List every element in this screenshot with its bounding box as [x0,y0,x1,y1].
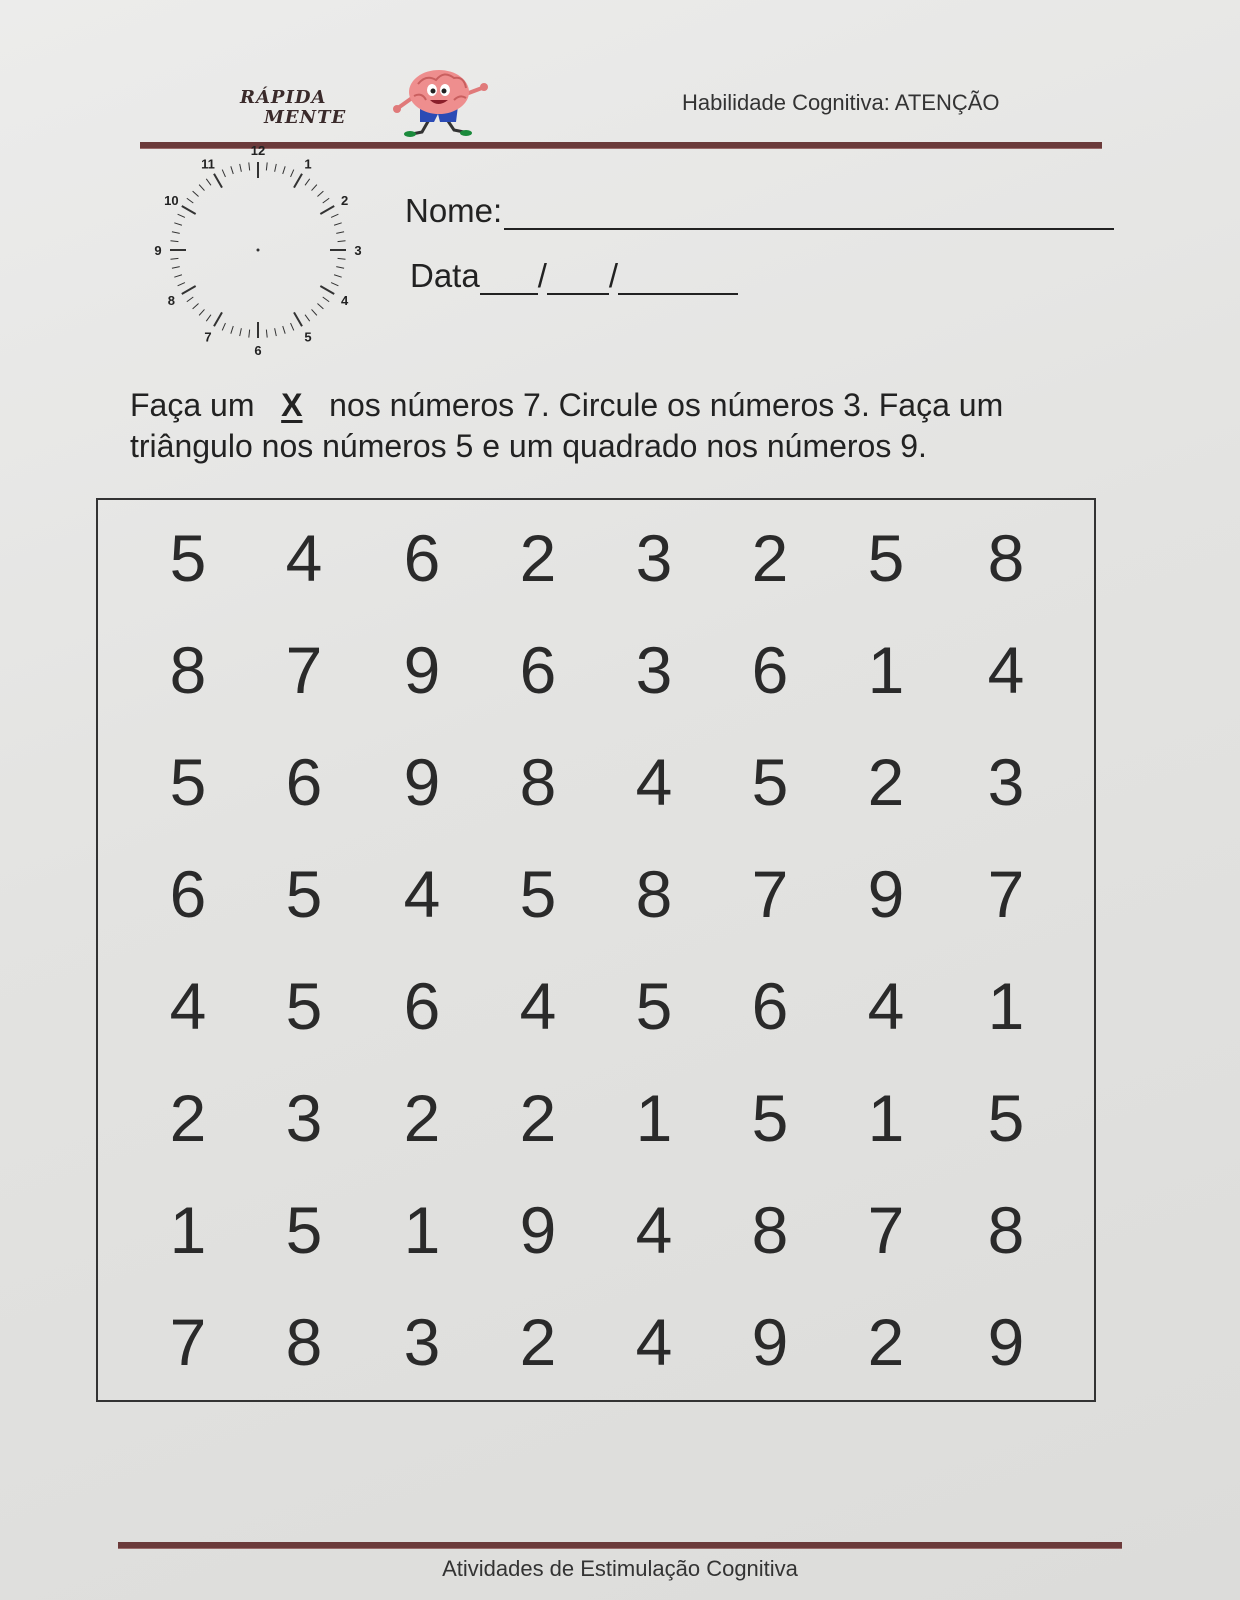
clock-minute-tick [172,267,180,269]
clock-minute-tick [334,275,342,277]
clock-hour-tick [294,174,302,188]
grid-digit[interactable]: 6 [403,521,441,595]
grid-digit[interactable]: 5 [751,1081,789,1155]
clock-minute-tick [317,304,323,309]
grid-digit[interactable]: 8 [987,521,1025,595]
grid-digit[interactable]: 1 [867,633,905,707]
grid-digit[interactable]: 7 [867,1193,905,1267]
grid-digit[interactable]: 5 [285,969,323,1043]
grid-digit[interactable]: 6 [751,633,789,707]
grid-digit[interactable]: 3 [635,521,673,595]
clock-minute-tick [206,315,211,321]
clock-center-dot [257,249,260,252]
grid-digit[interactable]: 5 [169,745,207,819]
clock-minute-tick [323,198,329,203]
grid-digit[interactable]: 5 [169,521,207,595]
clock-minute-tick [317,191,323,196]
name-field[interactable] [405,192,1114,230]
clock-minute-tick [193,304,199,309]
date-field[interactable] [410,257,738,295]
grid-digit[interactable]: 1 [635,1081,673,1155]
grid-digit[interactable]: 9 [403,633,441,707]
grid-digit[interactable]: 6 [285,745,323,819]
clock-minute-tick [231,326,233,334]
name-blank-line[interactable] [504,196,1114,230]
clock-number: 6 [254,343,262,358]
clock-minute-tick [222,170,225,177]
grid-digit[interactable]: 3 [285,1081,323,1155]
header-divider [140,142,1102,149]
clock-minute-tick [174,275,182,277]
date-separator-2: / [608,257,619,294]
clock-minute-tick [266,162,267,170]
date-day-blank[interactable] [480,261,538,295]
grid-digit[interactable]: 8 [635,857,673,931]
clock-minute-tick [178,283,185,286]
grid-digit[interactable]: 8 [519,745,557,819]
grid-digit[interactable]: 3 [403,1305,441,1379]
clock-minute-tick [199,185,204,191]
footer-divider [118,1542,1122,1549]
grid-digit[interactable]: 5 [751,745,789,819]
running-brain-mascot-icon [388,66,498,142]
grid-digit[interactable]: 6 [403,969,441,1043]
grid-digit[interactable]: 1 [169,1193,207,1267]
exercise-instructions [130,385,1130,467]
grid-digit[interactable]: 5 [635,969,673,1043]
clock-number: 5 [304,329,312,345]
clock-minute-tick [170,258,178,259]
footer-text: Atividades de Estimulação Cognitiva [442,1556,798,1581]
clock-minute-tick [249,162,250,170]
logo-line-2: MENTE [264,107,347,128]
grid-digit[interactable]: 8 [169,633,207,707]
grid-digit[interactable]: 9 [867,857,905,931]
grid-digit[interactable]: 9 [751,1305,789,1379]
clock-hour-tick [294,312,302,326]
clock-minute-tick [312,185,317,191]
clock-minute-tick [193,191,199,196]
clock-minute-tick [283,166,285,174]
clock-number: 7 [204,329,212,345]
brand-logo [240,88,346,128]
grid-digit[interactable]: 4 [635,745,673,819]
date-label: Data [410,257,480,294]
date-month-blank[interactable] [547,261,609,295]
clock-minute-tick [275,164,277,172]
grid-digit[interactable]: 8 [751,1193,789,1267]
grid-digit[interactable]: 4 [403,857,441,931]
grid-digit[interactable]: 2 [867,1305,905,1379]
grid-digit[interactable]: 7 [169,1305,207,1379]
grid-digit[interactable]: 4 [635,1193,673,1267]
clock-minute-tick [336,232,344,234]
clock-hour-tick [320,286,334,294]
date-year-blank[interactable] [618,261,738,295]
grid-digit[interactable]: 3 [635,633,673,707]
clock-hour-tick [320,206,334,214]
grid-digit[interactable]: 8 [987,1193,1025,1267]
clock-hour-tick [182,286,196,294]
clock-number: 9 [154,243,162,258]
clock-number: 8 [167,293,176,308]
clock-minute-tick [291,170,294,177]
clock-number: 2 [340,193,349,208]
clock-minute-tick [266,330,267,338]
clock-minute-tick [312,309,317,315]
grid-digit[interactable]: 7 [751,857,789,931]
clock-number: 11 [201,156,215,172]
grid-digit[interactable]: 5 [519,857,557,931]
clock-hour-tick [214,312,222,326]
clock-minute-tick [206,179,211,185]
grid-digit[interactable]: 2 [751,521,789,595]
clock-minute-tick [323,297,329,302]
grid-digit[interactable]: 1 [403,1193,441,1267]
grid-digit[interactable]: 6 [519,633,557,707]
grid-digit[interactable]: 1 [867,1081,905,1155]
grid-digit[interactable]: 1 [987,969,1025,1043]
date-separator-1: / [537,257,547,294]
grid-digit[interactable]: 7 [285,633,323,707]
clock-minute-tick [305,179,310,185]
clock-minute-tick [305,315,310,321]
clock-number: 4 [340,293,349,308]
grid-digit[interactable]: 2 [867,745,905,819]
clock-minute-tick [231,166,233,174]
clock-minute-tick [336,267,344,269]
page-header [0,0,1200,150]
grid-digit[interactable]: 4 [169,969,207,1043]
x-symbol: X [281,387,303,423]
clock-minute-tick [187,198,193,203]
clock-number: 12 [250,143,266,158]
clock-hour-tick [214,174,222,188]
clock-minute-tick [331,214,338,217]
grid-digit[interactable]: 8 [285,1305,323,1379]
clock-minute-tick [178,214,185,217]
cognitive-skill-label: Habilidade Cognitiva: ATENÇÃO [682,90,1000,115]
clock-hour-tick [182,206,196,214]
clock-minute-tick [283,326,285,334]
clock-number: 3 [354,243,362,258]
clock-minute-tick [170,241,178,242]
grid-digit[interactable]: 5 [285,857,323,931]
grid-digit[interactable]: 2 [519,521,557,595]
grid-digit[interactable]: 3 [987,745,1025,819]
grid-digit[interactable]: 4 [519,969,557,1043]
clock-minute-tick [174,223,182,225]
grid-digit[interactable]: 6 [751,969,789,1043]
clock-minute-tick [240,328,242,336]
grid-digit[interactable]: 4 [635,1305,673,1379]
logo-line-1: RÁPIDA [240,87,327,108]
blank-clock-face-icon [150,143,380,358]
grid-digit[interactable]: 9 [403,745,441,819]
grid-digit[interactable]: 2 [403,1081,441,1155]
number-grid [96,498,1096,1402]
clock-minute-tick [275,328,277,336]
grid-digit[interactable]: 5 [867,521,905,595]
clock-minute-tick [172,232,180,234]
grid-digit[interactable]: 2 [519,1305,557,1379]
name-label: Nome: [405,192,503,229]
clock-minute-tick [334,223,342,225]
grid-digit[interactable]: 7 [987,857,1025,931]
grid-digit[interactable]: 4 [285,521,323,595]
grid-digit[interactable]: 4 [867,969,905,1043]
clock-minute-tick [331,283,338,286]
grid-digit[interactable]: 6 [169,857,207,931]
clock-minute-tick [338,241,346,242]
clock-minute-tick [187,297,193,302]
clock-number: 1 [304,156,312,172]
clock-minute-tick [338,258,346,259]
clock-minute-tick [249,330,250,338]
grid-digit[interactable]: 4 [987,633,1025,707]
clock-number: 10 [164,193,179,208]
grid-digit[interactable]: 5 [285,1193,323,1267]
grid-digit[interactable]: 2 [519,1081,557,1155]
clock-minute-tick [240,164,242,172]
grid-digit[interactable]: 9 [519,1193,557,1267]
grid-digit[interactable]: 2 [169,1081,207,1155]
clock-minute-tick [199,309,204,315]
clock-minute-tick [222,323,225,330]
grid-digit[interactable]: 5 [987,1081,1025,1155]
clock-minute-tick [291,323,294,330]
instruction-part-1: Faça um [130,387,255,423]
instruction-part-2: nos números 7. Circule os números 3. Faça um triângulo nos números 5 e um quadrado nos números 9. [130,387,1004,464]
grid-digit[interactable]: 9 [987,1305,1025,1379]
